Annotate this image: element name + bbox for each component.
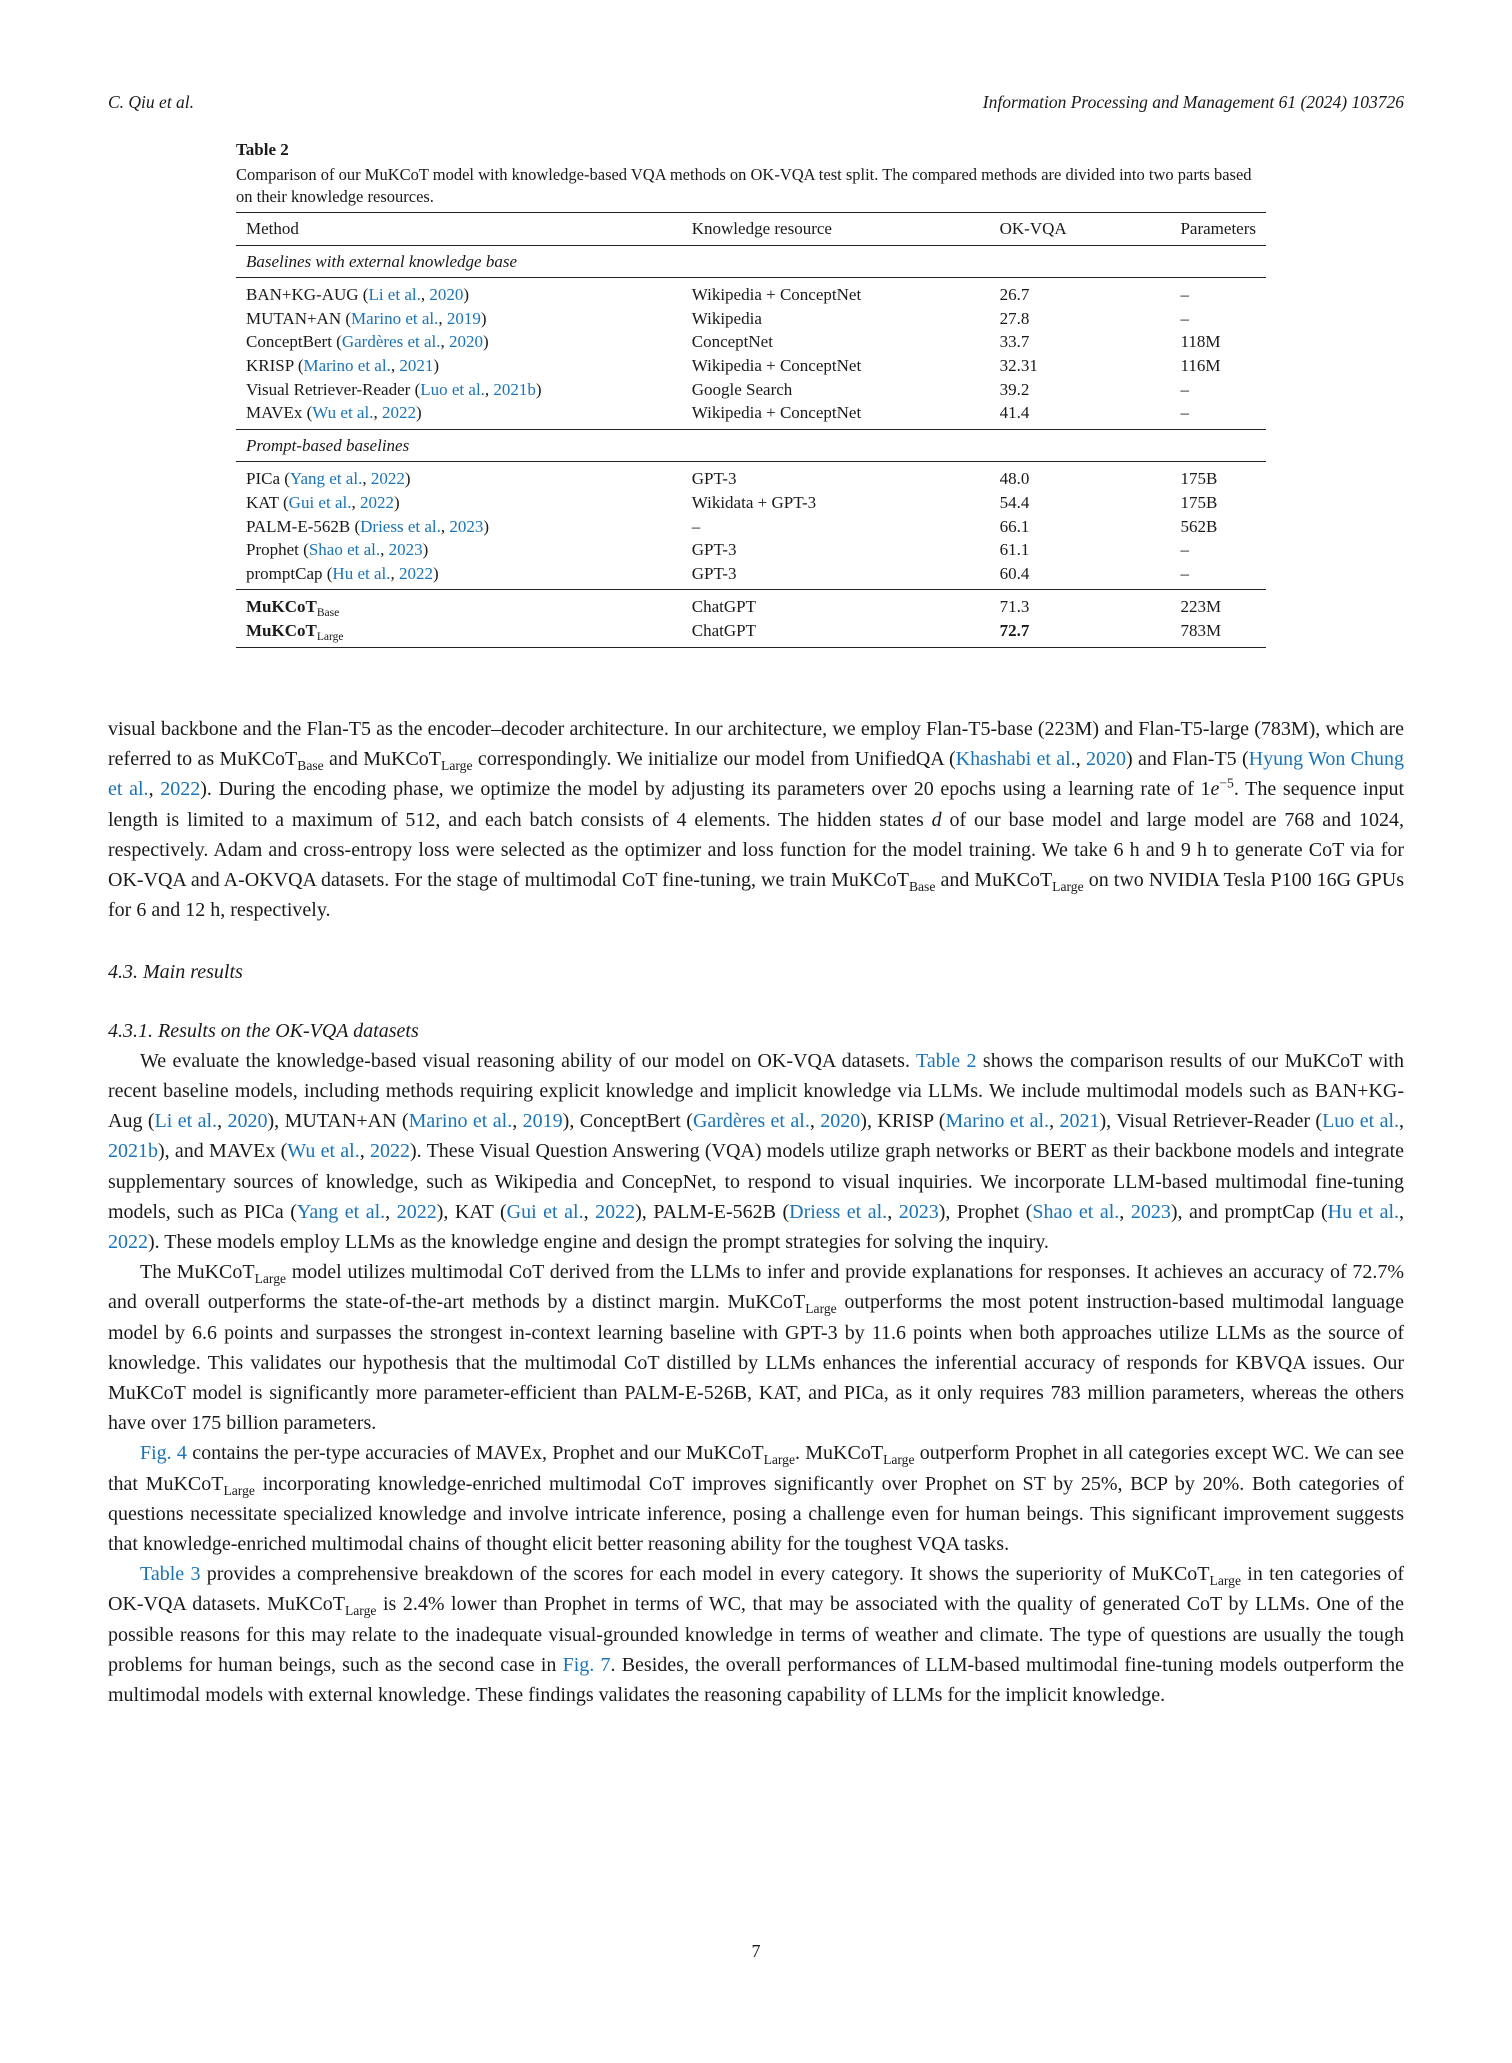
- method-name: ConceptBert: [246, 332, 332, 352]
- method-cell: KRISP (Marino et al., 2021): [246, 355, 439, 375]
- knowledge-resource-cell: Wikipedia + ConceptNet: [691, 355, 862, 375]
- group-title-row: [236, 245, 1266, 278]
- citation-year-link[interactable]: 2020: [227, 1110, 268, 1133]
- citation-link[interactable]: Gui et al.: [288, 492, 352, 512]
- parameters-cell: 175B: [1180, 492, 1218, 512]
- method-cell: Prophet (Shao et al., 2023): [246, 540, 429, 560]
- section-heading: 4.3. Main results: [108, 961, 243, 984]
- citation-year-link[interactable]: 2022: [595, 1200, 636, 1223]
- method-name: PALM-E-562B: [246, 516, 351, 536]
- citation-link[interactable]: Driess et al.: [360, 516, 441, 536]
- okvqa-cell: 27.8: [999, 308, 1030, 328]
- okvqa-cell: 41.4: [999, 403, 1030, 423]
- knowledge-resource-cell: ChatGPT: [682, 619, 990, 647]
- method-name: Visual Retriever-Reader: [246, 379, 411, 399]
- parameters-cell: 116M: [1180, 355, 1221, 375]
- citation-year-link[interactable]: 2021b: [108, 1140, 158, 1163]
- table-caption: Comparison of our MuKCoT model with knowledge-based VQA methods on OK-VQA test split. The compared methods are divided into two parts based on their knowledge resources.: [236, 165, 1252, 206]
- method-cell: PICa (Yang et al., 2022): [246, 469, 411, 489]
- citation-year-link[interactable]: 2019: [522, 1110, 563, 1133]
- citation-year-link[interactable]: 2019: [446, 308, 481, 328]
- method-cell: promptCap (Hu et al., 2022): [246, 563, 439, 583]
- citation-link[interactable]: Marino et al.: [303, 355, 391, 375]
- body-text: [108, 714, 1404, 1710]
- method-name: MUTAN+AN: [246, 308, 342, 328]
- parameters-cell: 783M: [1170, 619, 1266, 647]
- table-row: [236, 307, 1266, 331]
- paragraph-okvqa-intro: We evaluate the knowledge-based visual reasoning ability of our model on OK-VQA datasets. Table 2 shows the comparison results of our MuKCoT with recent baseline models, including methods requiring explicit knowledge and implicit knowledge via LLMs. We include multimodal models such as BAN+KG-Aug (Li et al., 2020), MUTAN+AN (Marino et al., 2019), ConceptBert (Gardères et al., 2020), KRISP (Marino et al., 2021), Visual Retriever-Reader (Luo et al., 2021b), and MAVEx (Wu et al., 2022). These Visual Question Answering (VQA) models utilize graph networks or BERT as their backbone models and integrate supplementary sources of knowledge, such as Wikipedia and ConcepNet, to respond to visual inquiries. We incorporate LLM-based multimodal fine-tuning models, such as PICa (Yang et al., 2022), KAT (Gui et al., 2022), PALM-E-562B (Driess et al., 2023), Prophet (Shao et al., 2023), and promptCap (Hu et al., 2022). These models employ LLMs as the knowledge engine and design the prompt strategies for solving the inquiry.: [108, 1049, 1405, 1254]
- citation-year-link[interactable]: 2023: [898, 1200, 939, 1223]
- table-row: [236, 590, 1266, 619]
- method-cell: BAN+KG-AUG (Li et al., 2020): [246, 285, 470, 305]
- group-title-row: [236, 429, 1266, 462]
- okvqa-cell: 60.4: [999, 563, 1030, 583]
- running-head-journal: Information Processing and Management 61 (2024) 103726: [982, 92, 1404, 112]
- parameters-cell: –: [1180, 379, 1189, 399]
- citation-year-link[interactable]: 2023: [449, 516, 484, 536]
- table-row: [236, 378, 1266, 402]
- citation-year-link[interactable]: 2022: [370, 469, 405, 489]
- citation-year-link[interactable]: 2023: [1130, 1200, 1171, 1223]
- method-name: Prophet: [246, 540, 299, 560]
- parameters-cell: –: [1180, 308, 1189, 328]
- citation-year-link[interactable]: 2022: [399, 563, 433, 583]
- parameters-cell: 175B: [1180, 469, 1218, 489]
- group-ours: [236, 590, 1266, 647]
- knowledge-resource-cell: ConceptNet: [691, 332, 773, 352]
- table-row: [236, 278, 1266, 307]
- parameters-cell: –: [1180, 403, 1189, 423]
- header-method: Method: [246, 219, 299, 238]
- citation-link[interactable]: Shao et al.: [1032, 1200, 1120, 1223]
- knowledge-resource-cell: –: [691, 516, 701, 536]
- citation-link[interactable]: Hu et al.: [332, 563, 391, 583]
- citation-link[interactable]: Yang et al.: [296, 1200, 386, 1223]
- method-cell: [236, 590, 682, 619]
- citation-link[interactable]: Gardères et al.: [341, 332, 441, 352]
- table-2: [236, 140, 1266, 648]
- table-row: [236, 330, 1266, 354]
- citation-link[interactable]: Li et al.: [154, 1110, 218, 1133]
- citation-link[interactable]: Yang et al.: [289, 469, 363, 489]
- citation-link[interactable]: Khashabi et al.: [955, 748, 1076, 771]
- citation-link[interactable]: Marino et al.: [945, 1110, 1050, 1133]
- citation-year-link[interactable]: 2022: [108, 1231, 148, 1254]
- method-name: KRISP: [246, 355, 294, 375]
- okvqa-cell: 54.4: [999, 492, 1030, 512]
- citation-year-link[interactable]: 2022: [160, 778, 201, 801]
- citation-year-link[interactable]: 2020: [1086, 748, 1127, 771]
- method-name: MAVEx: [246, 403, 303, 423]
- method-name: MuKCoT: [246, 597, 317, 617]
- citation-year-link[interactable]: 2020: [448, 332, 483, 352]
- table-header-row: [236, 213, 1266, 246]
- table-3-link[interactable]: Table 3: [140, 1563, 201, 1586]
- citation-link[interactable]: Driess et al.: [789, 1200, 888, 1223]
- method-cell: [236, 619, 682, 647]
- running-head-authors: C. Qiu et al.: [108, 92, 195, 112]
- group-title: Prompt-based baselines: [236, 429, 1266, 462]
- subsection-heading: 4.3.1. Results on the OK-VQA datasets: [108, 1019, 419, 1042]
- running-head: [108, 92, 1404, 113]
- parameters-cell: 562B: [1180, 516, 1218, 536]
- okvqa-cell: 39.2: [999, 379, 1030, 399]
- table-row: [236, 354, 1266, 378]
- paragraph-implementation: visual backbone and the Flan-T5 as the encoder–decoder architecture. In our architecture, we employ Flan-T5-base (223M) and Flan-T5-large (783M), which are referred to as MuKCoT$_{Base}$ and MuKCoT$_{Large}$ correspondingly. We initialize our model from UnifiedQA (Khashabi et al., 2020) and Flan-T5 (Hyung Won Chung et al., 2022). During the encoding phase, we optimize the model by adjusting its parameters over 20 epochs using a learning rate of $1e^{-5}$. The sequence input length is limited to a maximum of 512, and each batch consists of 4 elements. The hidden states d of our base model and large model are 768 and 1024, respectively. Adam and cross-entropy loss were selected as the optimizer and loss function for the model training. We take 6 h and 9 h to generate CoT via for OK-VQA and A-OKVQA datasets. For the stage of multimodal CoT fine-tuning, we train MuKCoT$_{Base}$ and MuKCoT$_{Large}$ on two NVIDIA Tesla P100 16G GPUs for 6 and 12 h, respectively.: [108, 718, 1405, 922]
- citation-link[interactable]: Gardères et al.: [692, 1110, 810, 1133]
- parameters-cell: –: [1180, 285, 1189, 305]
- knowledge-resource-cell: Google Search: [691, 379, 793, 399]
- knowledge-resource-cell: ChatGPT: [682, 590, 990, 619]
- paragraph-breakdown: Table 3 provides a comprehensive breakdown of the scores for each model in every category. It shows the superiority of MuKCoT$_{Large}$ in ten categories of OK-VQA datasets. MuKCoT$_{Large}$ is 2.4% lower than Prophet in terms of WC, that may be associated with the quality of generated CoT by LLMs. One of the possible reasons for this may relate to the inadequate visual-grounded knowledge in terms of weather and climate. The type of questions are usually the tough problems for human beings, such as the second case in Fig. 7. Besides, the overall performances of LLM-based multimodal fine-tuning models outperform the multimodal models with external knowledge. These findings validates the reasoning capability of LLMs for the implicit knowledge.: [108, 1563, 1404, 1707]
- method-cell: ConceptBert (Gardères et al., 2020): [246, 332, 489, 352]
- citation-year-link[interactable]: 2020: [429, 285, 464, 305]
- knowledge-resource-cell: Wikidata + GPT-3: [691, 492, 817, 512]
- citation-year-link[interactable]: 2021: [1059, 1110, 1100, 1133]
- group-title: Baselines with external knowledge base: [236, 245, 1266, 278]
- knowledge-resource-cell: Wikipedia: [691, 308, 762, 328]
- okvqa-cell: 48.0: [999, 469, 1030, 489]
- table-row: [236, 515, 1266, 539]
- method-name: PICa: [246, 469, 280, 489]
- table-row: [236, 538, 1266, 562]
- okvqa-cell: 26.7: [999, 285, 1030, 305]
- okvqa-cell: 61.1: [999, 540, 1030, 560]
- citation-link[interactable]: Marino et al.: [408, 1110, 513, 1133]
- citation-year-link[interactable]: 2022: [359, 492, 394, 512]
- citation-year-link[interactable]: 2022: [396, 1200, 437, 1223]
- paragraph-accuracy: The MuKCoT$_{Large}$ model utilizes multimodal CoT derived from the LLMs to infer and provide explanations for responses. It achieves an accuracy of 72.7% and overall outperforms the state-of-the-art methods by a distinct margin. MuKCoT$_{Large}$ outperforms the most potent instruction-based multimodal language model by 6.6 points and surpasses the strongest in-context learning baseline with GPT-3 by 11.6 points when both approaches utilize LLMs as the source of knowledge. This validates our hypothesis that the multimodal CoT distilled by LLMs enhances the inferential accuracy of responds for KBVQA issues. Our MuKCoT model is significantly more parameter-efficient than PALM-E-526B, KAT, and PICa, as it only requires 783 million parameters, whereas the others have over 175 billion parameters.: [108, 1261, 1405, 1435]
- paragraph-per-type: Fig. 4 contains the per-type accuracies of MAVEx, Prophet and our MuKCoT$_{Large}$. MuKCoT$_{Large}$ outperform Prophet in all categories except WC. We can see that MuKCoT$_{Large}$ incorporating knowledge-enriched multimodal CoT improves significantly over Prophet on ST by 25%, BCP by 20%. Both categories of questions necessitate specialized knowledge and involve intricate inference, posing a challenge even for human beings. This significant improvement suggests that knowledge-enriched multimodal chains of thought elicit better reasoning ability for the toughest VQA tasks.: [108, 1442, 1404, 1556]
- okvqa-cell: 66.1: [999, 516, 1030, 536]
- method-name: MuKCoT: [246, 620, 317, 640]
- header-okvqa: OK-VQA: [999, 219, 1067, 238]
- citation-link[interactable]: Hu et al.: [1327, 1200, 1400, 1223]
- citation-link[interactable]: Luo et al.: [1322, 1110, 1400, 1133]
- citation-link[interactable]: Li et al.: [368, 285, 421, 305]
- header-knowledge-resource: Knowledge resource: [691, 219, 832, 238]
- parameters-cell: 118M: [1180, 332, 1221, 352]
- table-row: [236, 462, 1266, 491]
- fig-4-link[interactable]: Fig. 4: [140, 1442, 187, 1465]
- citation-link[interactable]: Hyung Won Chung et al.: [108, 748, 1405, 801]
- method-cell: MUTAN+AN (Marino et al., 2019): [246, 308, 487, 328]
- results-table: [236, 212, 1266, 648]
- table-row: [236, 491, 1266, 515]
- okvqa-cell: 72.7: [990, 619, 1171, 647]
- fig-7-link[interactable]: Fig. 7: [562, 1653, 611, 1676]
- header-parameters: Parameters: [1180, 219, 1256, 238]
- citation-link[interactable]: Shao et al.: [308, 540, 381, 560]
- table-2-link[interactable]: Table 2: [916, 1049, 977, 1072]
- method-name: BAN+KG-AUG: [246, 285, 359, 305]
- knowledge-resource-cell: Wikipedia + ConceptNet: [691, 285, 862, 305]
- citation-year-link[interactable]: 2021: [399, 355, 434, 375]
- knowledge-resource-cell: GPT-3: [691, 469, 737, 489]
- citation-year-link[interactable]: 2022: [370, 1140, 411, 1163]
- okvqa-cell: 71.3: [990, 590, 1171, 619]
- citation-link[interactable]: Marino et al.: [351, 308, 439, 328]
- citation-year-link[interactable]: 2022: [381, 403, 416, 423]
- method-cell: MAVEx (Wu et al., 2022): [246, 403, 422, 423]
- knowledge-resource-cell: GPT-3: [691, 540, 737, 560]
- knowledge-resource-cell: GPT-3: [691, 563, 737, 583]
- citation-year-link[interactable]: 2023: [388, 540, 423, 560]
- citation-year-link[interactable]: 2021b: [493, 379, 536, 399]
- knowledge-resource-cell: Wikipedia + ConceptNet: [691, 403, 862, 423]
- table-row: [236, 619, 1266, 647]
- table-label: Table 2: [236, 140, 289, 159]
- group-external-kb: [236, 245, 1266, 429]
- citation-year-link[interactable]: 2020: [820, 1110, 861, 1133]
- method-cell: PALM-E-562B (Driess et al., 2023): [246, 516, 490, 536]
- citation-link[interactable]: Wu et al.: [287, 1140, 360, 1163]
- okvqa-cell: 32.31: [999, 355, 1038, 375]
- method-cell: KAT (Gui et al., 2022): [246, 492, 400, 512]
- method-variant: Large: [316, 629, 344, 643]
- method-variant: Base: [316, 606, 340, 620]
- group-prompt-based: [236, 429, 1266, 590]
- parameters-cell: –: [1180, 563, 1189, 583]
- method-cell: Visual Retriever-Reader (Luo et al., 2021b): [246, 379, 542, 399]
- okvqa-cell: 33.7: [999, 332, 1030, 352]
- citation-link[interactable]: Wu et al.: [312, 403, 374, 423]
- parameters-cell: –: [1180, 540, 1189, 560]
- table-row: [236, 401, 1266, 429]
- citation-link[interactable]: Luo et al.: [420, 379, 485, 399]
- method-name: promptCap: [246, 563, 323, 583]
- table-row: [236, 562, 1266, 590]
- citation-link[interactable]: Gui et al.: [506, 1200, 584, 1223]
- page-number: 7: [751, 1941, 761, 1961]
- method-name: KAT: [246, 492, 279, 512]
- parameters-cell: 223M: [1170, 590, 1266, 619]
